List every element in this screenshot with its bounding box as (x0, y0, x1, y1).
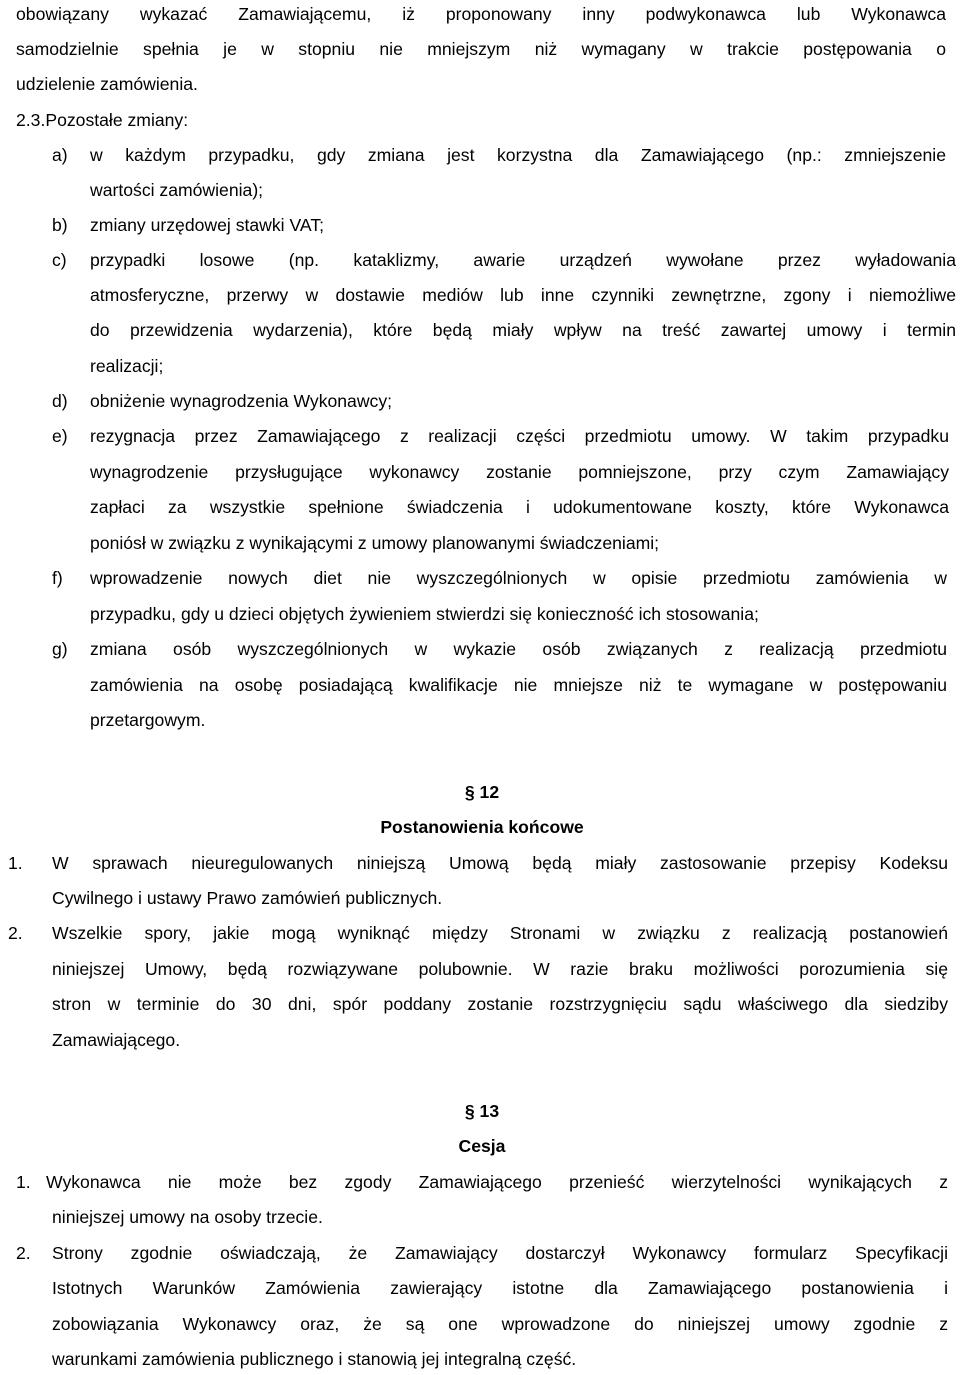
s12-item-1-line-2: Cywilnego i ustawy Prawo zamówień publicznych. (52, 888, 443, 908)
item-d-line-1: obniżenie wynagrodzenia Wykonawcy; (90, 391, 393, 411)
section-13-number: § 13 (464, 1101, 500, 1121)
s12-item-label-1: 1. (8, 853, 23, 873)
intro-line-1: obowiązany wykazać Zamawiającemu, iż proponowany inny podwykonawca lub Wykonawca (16, 4, 946, 24)
s13-item-2-line-2: Istotnych Warunków Zamówienia zawierający istotne dla Zamawiającego postanowienia i (52, 1278, 948, 1298)
item-f-line-2: przypadku, gdy u dzieci objętych żywieniem stwierdzi się konieczność ich stosowania; (90, 604, 759, 624)
s13-item-2-line-1: Strony zgodnie oświadczają, że Zamawiający dostarczył Wykonawcy formularz Specyfikacji (52, 1243, 948, 1263)
intro-line-3: udzielenie zamówienia. (16, 74, 198, 94)
item-c-line-1: przypadki losowe (np. kataklizmy, awarie urządzeń wywołane przez wyładowania (90, 250, 956, 270)
s12-item-2-line-4: Zamawiającego. (52, 1030, 181, 1050)
item-label-c: c) (52, 250, 67, 270)
item-e-line-3: zapłaci za wszystkie spełnione świadczenia i udokumentowane koszty, które Wykonawca (90, 497, 949, 517)
item-a-line-1: w każdym przypadku, gdy zmiana jest korzystna dla Zamawiającego (np.: zmniejszenie (90, 145, 946, 165)
item-g-line-2: zamówienia na osobę posiadającą kwalifikacje nie mniejsze niż te wymagane w postępowaniu (90, 675, 947, 695)
item-label-a: a) (52, 145, 68, 165)
section-13-title: Cesja (458, 1136, 506, 1156)
s12-item-2-line-3: stron w terminie do 30 dni, spór poddany zostanie rozstrzygnięciu sądu właściwego dla siedziby (52, 994, 948, 1014)
s12-item-1-line-1: W sprawach nieuregulowanych niniejszą Umową będą miały zastosowanie przepisy Kodeksu (52, 853, 948, 873)
item-c-line-3: do przewidzenia wydarzenia), które będą miały wpływ na treść zawartej umowy i termin (90, 320, 956, 340)
s13-item-label-1: 1. (16, 1172, 31, 1192)
item-label-e: e) (52, 426, 68, 446)
item-a-line-2: wartości zamówienia); (90, 180, 264, 200)
item-c-line-2: atmosferyczne, przerwy w dostawie mediów lub inne czynniki zewnętrzne, zgony i niemożliwe (90, 285, 956, 305)
s13-item-label-2: 2. (16, 1243, 31, 1263)
item-label-d: d) (52, 391, 68, 411)
s12-item-2-line-1: Wszelkie spory, jakie mogą wyniknąć między Stronami w związku z realizacją postanowień (52, 923, 948, 943)
item-g-line-1: zmiana osób wyszczególnionych w wykazie osób związanych z realizacją przedmiotu (90, 639, 947, 659)
item-e-line-4: poniósł w związku z wynikającymi z umowy planowanymi świadczeniami; (90, 533, 660, 553)
s12-item-label-2: 2. (8, 923, 23, 943)
section-12-title: Postanowienia końcowe (380, 817, 584, 837)
s13-item-1-line-1: Wykonawca nie może bez zgody Zamawiającego przenieść wierzytelności wynikających z (46, 1172, 948, 1192)
item-e-line-2: wynagrodzenie przysługujące wykonawcy zostanie pomniejszone, przy czym Zamawiający (90, 462, 949, 482)
item-e-line-1: rezygnacja przez Zamawiającego z realizacji części przedmiotu umowy. W takim przypadku (90, 426, 949, 446)
section-heading-2-3: 2.3.Pozostałe zmiany: (16, 110, 189, 130)
s13-item-1-line-2: niniejszej umowy na osoby trzecie. (52, 1207, 323, 1227)
s13-item-2-line-3: zobowiązania Wykonawcy oraz, że są one wprowadzone do niniejszej umowy zgodnie z (52, 1314, 948, 1334)
item-g-line-3: przetargowym. (90, 710, 206, 730)
s12-item-2-line-2: niniejszej Umowy, będą rozwiązywane polubownie. W razie braku możliwości porozumienia się (52, 959, 948, 979)
item-label-g: g) (52, 639, 68, 659)
item-b-line-1: zmiany urzędowej stawki VAT; (90, 215, 325, 235)
s13-item-2-line-4: warunkami zamówienia publicznego i stanowią jej integralną część. (52, 1349, 577, 1369)
intro-line-2: samodzielnie spełnia je w stopniu nie mniejszym niż wymagany w trakcie postępowania o (16, 39, 946, 59)
item-label-f: f) (52, 568, 63, 588)
item-f-line-1: wprowadzenie nowych diet nie wyszczególnionych w opisie przedmiotu zamówienia w (90, 568, 947, 588)
section-12-number: § 12 (464, 782, 500, 802)
item-c-line-4: realizacji; (90, 356, 164, 376)
item-label-b: b) (52, 215, 68, 235)
